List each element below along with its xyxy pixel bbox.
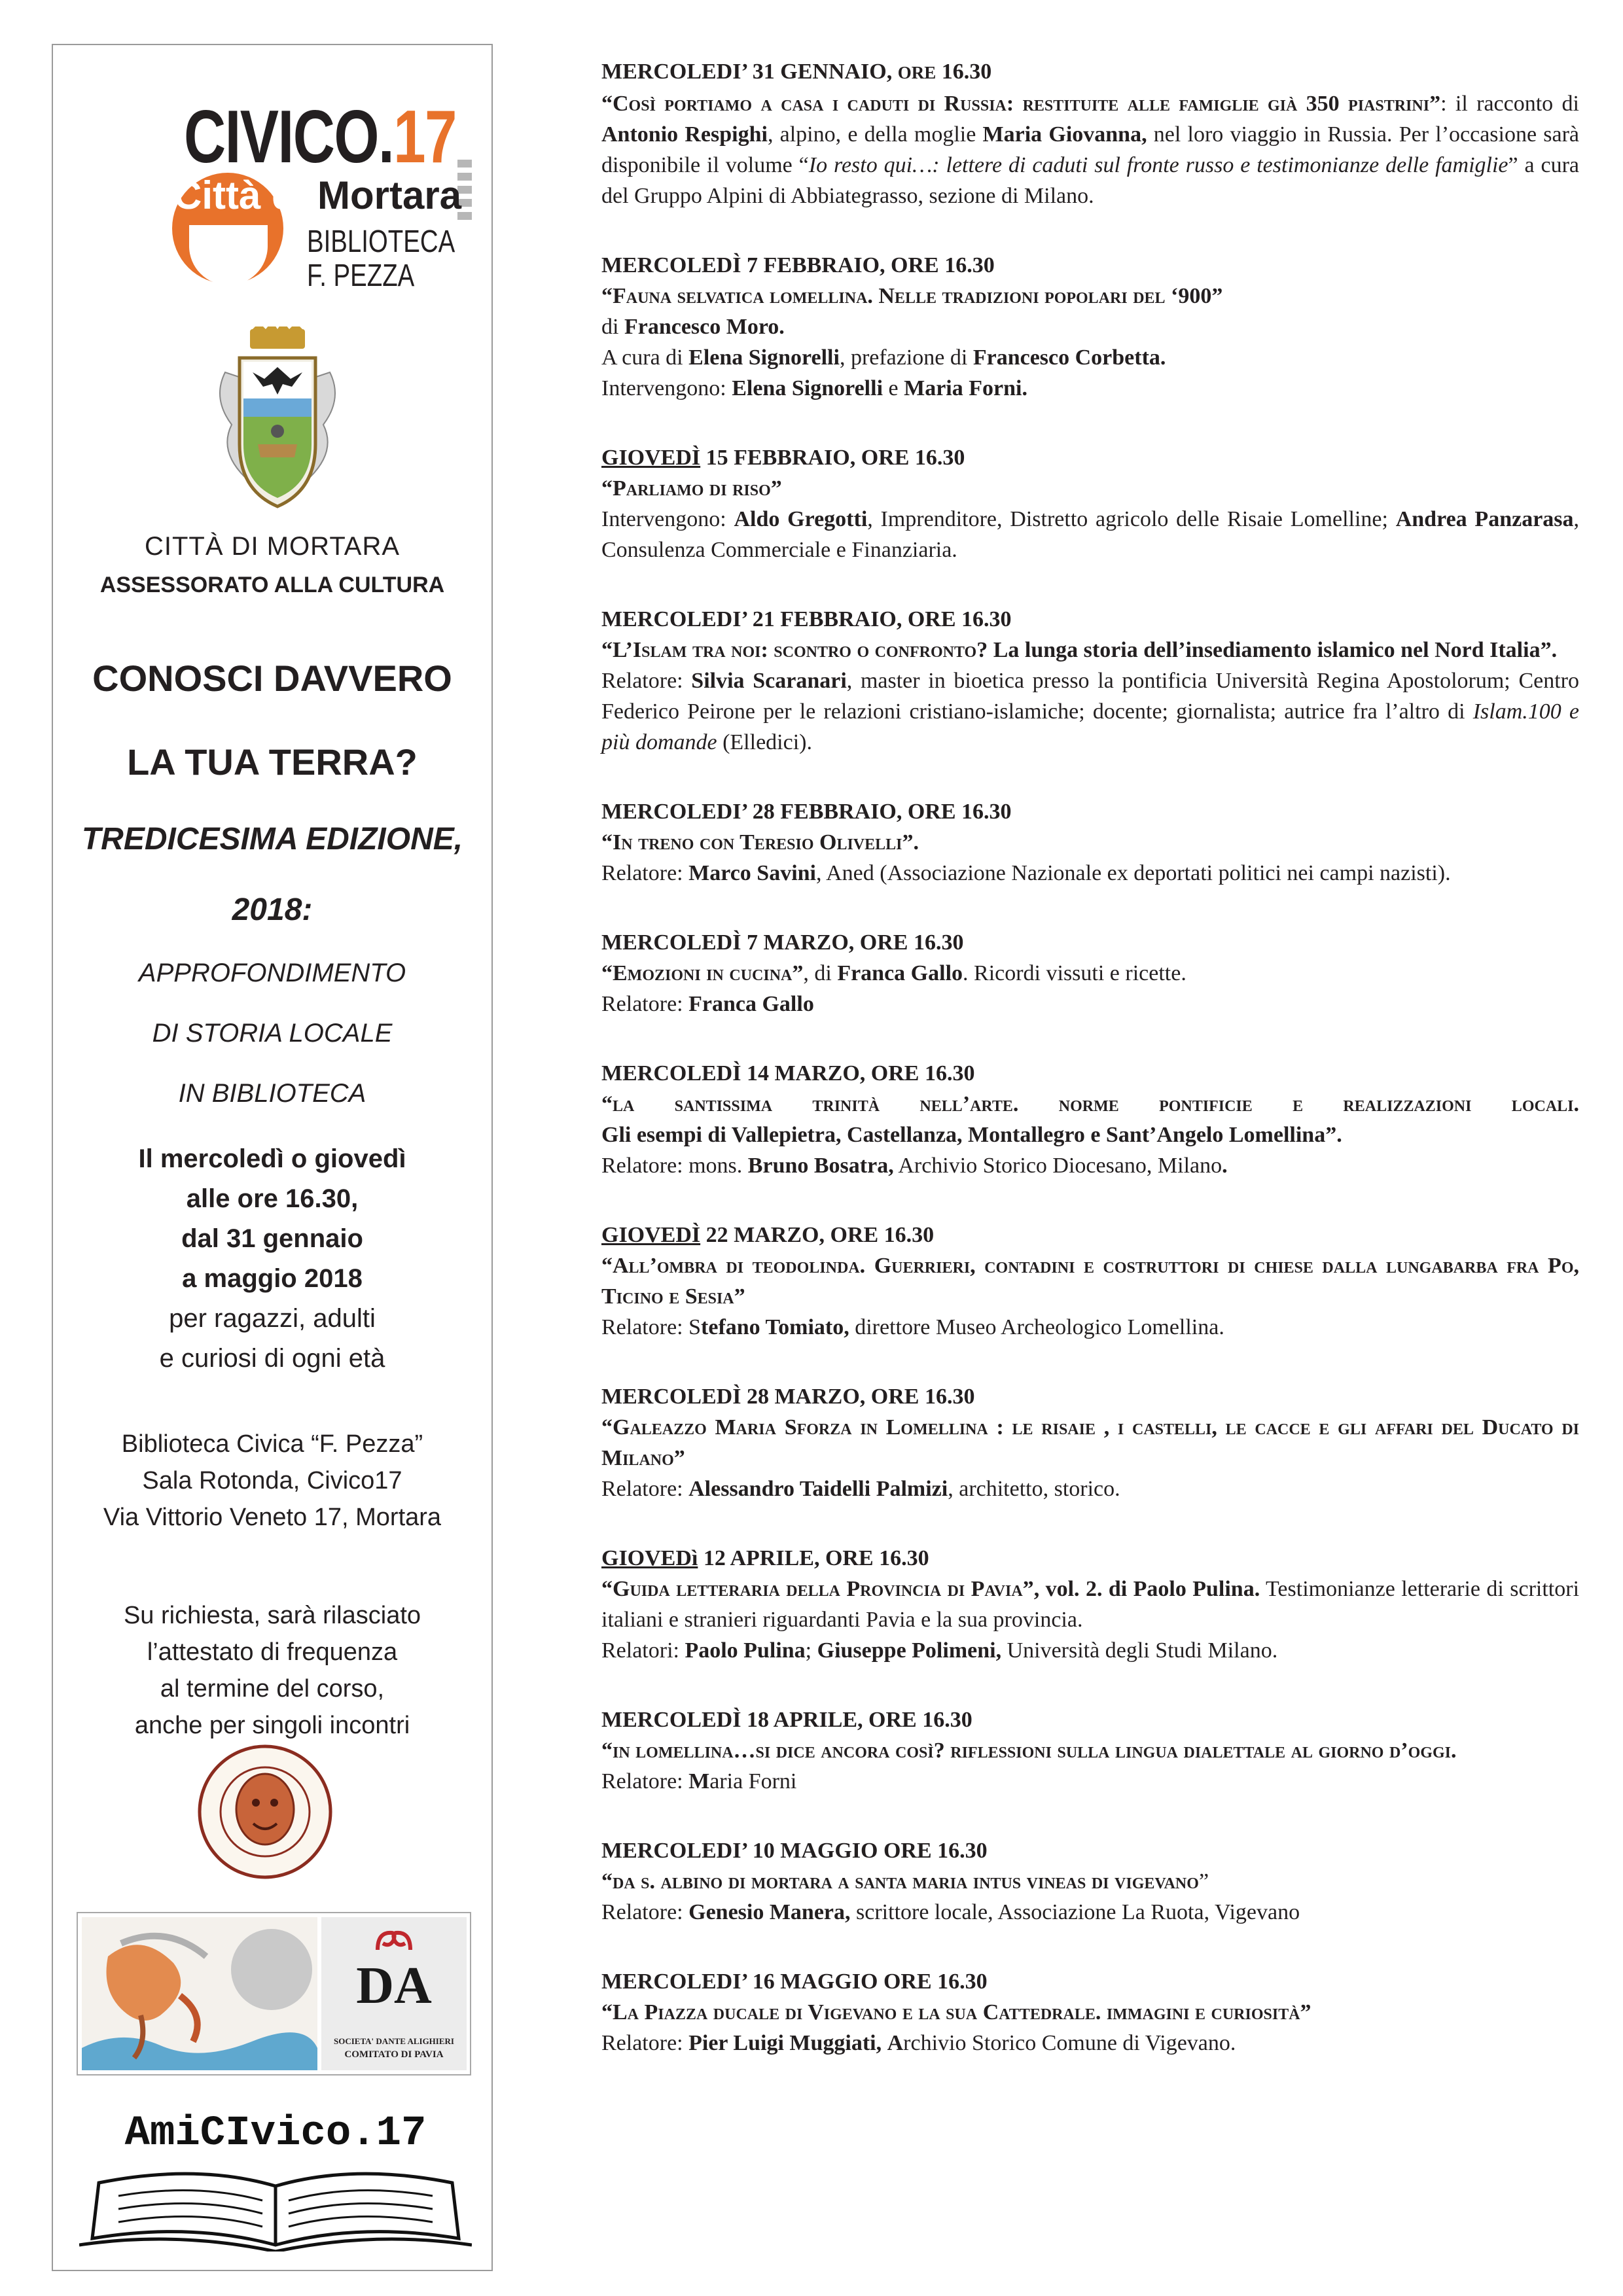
event-date: MERCOLEDÌ 14 MARZO, ORE 16.30 bbox=[601, 1061, 975, 1086]
event-item bbox=[601, 56, 1579, 211]
event-date: MERCOLEDI’ 21 FEBBRAIO, ORE 16.30 bbox=[601, 607, 1012, 631]
event-title: “Emozioni in cucina”, di Franca Gallo. Ricordi vissuti e ricette. bbox=[601, 961, 1186, 985]
event-item: MERCOLEDÌ 18 APRILE, ORE 16.30 “in lomellina…si dice ancora così? riflessioni sulla lingua dialettale al giorno d’oggi. Relatore: Maria Forni bbox=[601, 1704, 1579, 1797]
dante-committee-label: COMITATO DI PAVIA bbox=[344, 2049, 444, 2060]
subtitle-line-1: APPROFONDIMENTO bbox=[138, 959, 406, 987]
event-item: GIOVEDÌ 15 FEBBRAIO, ORE 16.30 “Parliamo di riso” Intervengono: Aldo Gregotti, Imprenditore, Distretto agricolo delle Risaie Lomelline; Andrea Panzarasa, Consulenza Commerciale e Finanziaria. bbox=[601, 442, 1579, 565]
event-title: “In treno con Teresio Olivelli”. bbox=[601, 830, 919, 855]
civico17-logo bbox=[132, 94, 462, 310]
dante-emblem-icon bbox=[374, 1928, 414, 1954]
dante-letters: DA bbox=[356, 1957, 432, 2015]
logo-biblioteca-text: BIBLIOTECA F. PEZZA bbox=[307, 224, 455, 293]
event-title: “Galeazzo Maria Sforza in Lomellina : le risaie , i castelli, le cacce e gli affari del Ducato di Milano” bbox=[601, 1415, 1579, 1470]
event-date: GIOVEDì 12 APRILE, ORE 16.30 bbox=[601, 1546, 929, 1570]
event-title: “in lomellina…si dice ancora così? riflessioni sulla lingua dialettale al giorno d’oggi. bbox=[601, 1739, 1457, 1763]
edition-line-1: TREDICESIMA EDIZIONE, bbox=[81, 822, 463, 857]
event-date: GIOVEDÌ 15 FEBBRAIO, ORE 16.30 bbox=[601, 446, 965, 470]
amicivico-text: AmiCIvico.17 bbox=[124, 2110, 427, 2157]
event-title: “L’Islam tra noi: scontro o confronto? La lunga storia dell’insediamento islamico nel Nord Italia”. bbox=[601, 638, 1558, 662]
event-item: MERCOLEDI’ 21 FEBBRAIO, ORE 16.30 “L’Islam tra noi: scontro o confronto? La lunga storia dell’insediamento islamico nel Nord Italia”. Relatore: Silvia Scaranari, master in bioetica presso la pontificia Università Regina Apostolorum; Centro Federico Peirone per le relazioni cristiano-islamiche; docente; giornalista; autrice fra l’altro di Islam.100 e più domande (Elledici). bbox=[601, 604, 1579, 758]
logo-citta-text: Città di Mortara bbox=[173, 173, 462, 217]
event-title: “La Piazza ducale di Vigevano e la sua Cattedrale. immagini e curiosità” bbox=[601, 2000, 1311, 2024]
open-book-icon bbox=[79, 2166, 472, 2252]
event-date: GIOVEDÌ 22 MARZO, ORE 16.30 bbox=[601, 1223, 935, 1247]
event-item: MERCOLEDÌ 28 MARZO, ORE 16.30 “Galeazzo Maria Sforza in Lomellina : le risaie , i castelli, le cacce e gli affari del Ducato di Milano” Relatore: Alessandro Taidelli Palmizi, architetto, storico. bbox=[601, 1381, 1579, 1504]
certificate-note: Su richiesta, sarà rilasciato l’attestato di frequenza al termine del corso, anche per singoli incontri bbox=[123, 1602, 421, 1739]
event-date: MERCOLEDI’ 16 MAGGIO ORE 16.30 bbox=[601, 1969, 988, 1994]
event-item: MERCOLEDI’ 28 FEBBRAIO, ORE 16.30 “In treno con Teresio Olivelli”. Relatore: Marco Savini, Aned (Associazione Nazionale ex deportati politici nei campi nazisti). bbox=[601, 796, 1579, 889]
assessorato-label: ASSESSORATO ALLA CULTURA bbox=[99, 573, 445, 597]
event-title: “Guida letteraria della Provincia di Pavia”, vol. 2. di Paolo Pulina. Testimonianze letterarie di scrittori italiani e stranieri riguardanti Pavia e la sua provincia. bbox=[601, 1577, 1580, 1632]
edition-line-2: 2018: bbox=[232, 892, 313, 927]
events-list bbox=[601, 56, 1579, 2097]
event-item: MERCOLEDÌ 7 MARZO, ORE 16.30 “Emozioni in cucina”, di Franca Gallo. Ricordi vissuti e ricette. Relatore: Franca Gallo bbox=[601, 927, 1579, 1019]
event-item: MERCOLEDÌ 14 MARZO, ORE 16.30 “la santissima trinità nell’arte. norme pontificie e realizzazioni locali. Gli esempi di Vallepietra, Castellanza, Montallegro e Sant’Angelo Lomellina”. Relatore: mons. Bruno Bosatra, Archivio Storico Diocesano, Milano. bbox=[601, 1058, 1579, 1181]
dante-society-label: SOCIETA' DANTE ALIGHIERI bbox=[334, 2036, 454, 2046]
event-item: MERCOLEDI’ 10 MAGGIO ORE 16.30 “da s. albino di mortara a santa maria intus vineas di vigevano” Relatore: Genesio Manera, scrittore locale, Associazione La Ruota, Vigevano bbox=[601, 1835, 1579, 1928]
event-title: “da s. albino di mortara a santa maria intus vineas di vigevano” bbox=[601, 1869, 1209, 1894]
event-date: MERCOLEDÌ 28 MARZO, ORE 16.30 bbox=[601, 1385, 975, 1409]
event-item: MERCOLEDÌ 7 FEBBRAIO, ORE 16.30 “Fauna selvatica lomellina. Nelle tradizioni popolari del ‘900” di Francesco Moro. A cura di Elena Signorelli, prefazione di Francesco Corbetta. Intervengono: Elena Signorelli e Maria Forni. bbox=[601, 250, 1579, 404]
venue-address: Biblioteca Civica “F. Pezza” Sala Rotonda, Civico17 Via Vittorio Veneto 17, Mortara bbox=[103, 1430, 442, 1531]
event-date: MERCOLEDI’ 31 GENNAIO, ORE 16.30 bbox=[601, 60, 992, 84]
subtitle-line-2: DI STORIA LOCALE bbox=[152, 1019, 393, 1048]
event-description: “Così portiamo a casa i caduti di Russia: restituite alle famiglie già 350 piastrini”: il racconto di Antonio Respighi, alpino, e della moglie Maria Giovanna, nel loro viaggio in Russia. Per l’occasione sarà disponibile il volume “Io resto qui…: lettere di caduti sul fronte russo e testimonianze delle famiglie” a cura del Gruppo Alpini di Abbiategrasso, sezione di Milano. bbox=[601, 92, 1580, 208]
dante-alighieri-logo bbox=[77, 1912, 471, 2075]
event-title: “la santissima trinità nell’arte. norme pontificie e realizzazioni locali. bbox=[601, 1092, 1579, 1116]
ute-seal-icon bbox=[196, 1739, 334, 1885]
event-date: MERCOLEDÌ 18 APRILE, ORE 16.30 bbox=[601, 1708, 972, 1732]
event-item: GIOVEDÌ 22 MARZO, ORE 16.30 “All’ombra di teodolinda. Guerrieri, contadini e costruttori di chiese dalla lungabarba fra Po, Ticino e Sesia” Relatore: Stefano Tomiato, direttore Museo Archeologico Lomellina. bbox=[601, 1220, 1579, 1343]
event-item: GIOVEDì 12 APRILE, ORE 16.30 “Guida letteraria della Provincia di Pavia”, vol. 2. di Paolo Pulina. Testimonianze letterarie di scrittori italiani e stranieri riguardanti Pavia e la sua provincia. Relatori: Paolo Pulina; Giuseppe Polimeni, Università degli Studi Milano. bbox=[601, 1543, 1579, 1666]
event-date: MERCOLEDÌ 7 MARZO, ORE 16.30 bbox=[601, 930, 964, 955]
schedule-info: Il mercoledì o giovedì alle ore 16.30, dal 31 gennaio a maggio 2018 per ragazzi, adulti e curiosi di ogni età bbox=[138, 1144, 406, 1373]
event-title: “Parliamo di riso” bbox=[601, 476, 782, 501]
event-title: “All’ombra di teodolinda. Guerrieri, contadini e costruttori di chiese dalla lungabarba fra Po, Ticino e Sesia” bbox=[601, 1254, 1579, 1309]
amicivico-logo bbox=[73, 2094, 478, 2252]
logo-civico-text: CIVICO.17 bbox=[184, 96, 456, 179]
headline-line-1: CONOSCI DAVVERO bbox=[92, 658, 452, 699]
event-date: MERCOLEDÌ 7 FEBBRAIO, ORE 16.30 bbox=[601, 253, 995, 277]
event-date: MERCOLEDI’ 10 MAGGIO ORE 16.30 bbox=[601, 1839, 988, 1863]
event-title: “Così portiamo a casa i caduti di Russia: restituite alle famiglie già 350 piastrini” bbox=[601, 92, 1441, 116]
event-title: “Fauna selvatica lomellina. Nelle tradizioni popolari del ‘900” bbox=[601, 284, 1223, 308]
sidebar-panel bbox=[52, 44, 493, 2271]
headline-line-2: LA TUA TERRA? bbox=[127, 741, 418, 783]
event-date: MERCOLEDI’ 28 FEBBRAIO, ORE 16.30 bbox=[601, 800, 1012, 824]
subtitle-line-3: IN BIBLIOTECA bbox=[178, 1079, 366, 1108]
city-name: CITTÀ DI MORTARA bbox=[144, 532, 401, 561]
event-item: MERCOLEDI’ 16 MAGGIO ORE 16.30 “La Piazza ducale di Vigevano e la sua Cattedrale. immagini e curiosità” Relatore: Pier Luigi Muggiati, Archivio Storico Comune di Vigevano. bbox=[601, 1966, 1579, 2058]
mortara-coat-of-arms-icon bbox=[205, 327, 349, 516]
dante-painting-icon bbox=[82, 1917, 317, 2070]
